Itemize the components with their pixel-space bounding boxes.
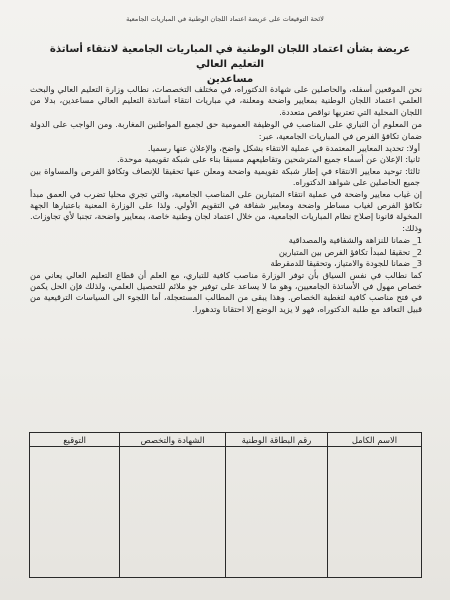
demand-second: ثانيا: الإعلان عن أسماء جميع المترشحين وتقاطيعهم مسبقا بناء على شبكة تقويمية موحدة. <box>117 154 420 165</box>
petition-body <box>30 84 422 316</box>
signature-row <box>30 447 422 578</box>
demand-first: أولا: تحديد المعايير المعتمدة في عملية الانتقاء بشكل واضح، والإعلان عنها رسميا. <box>147 143 420 154</box>
cell-signature[interactable] <box>30 447 120 578</box>
goal-item-3: 3_ ضمانا للجودة والامتياز، وتحقيقا للدمقرطة <box>270 258 422 269</box>
cell-full-name[interactable] <box>327 447 421 578</box>
header-note: لائحة التوقيعات على عريضة اعتماد اللجان الوطنية في المباريات الجامعية <box>126 15 324 23</box>
cell-national-id[interactable] <box>226 447 328 578</box>
goal-item-2: 2_ تحقيقا لمبدأ تكافؤ الفرص بين المتبارين <box>278 246 422 257</box>
col-header-national-id: رقم البطاقة الوطنية <box>226 433 328 447</box>
goal-item-1: 1_ ضمانا للنزاهة والشفافية والمصداقية <box>288 235 422 246</box>
intro-paragraph: نحن الموقعين أسفله، والحاصلين على شهادة الدكتوراه، في مختلف التخصصات، نطالب وزارة التعليم العالي والبحث العلمي اعتماد اللجان الوطنية بمعايير واضحة ومعلنة، في مباريات انتقاء أساتذة التعليم العالي مساعدين، بدلا من اللجان المحلية التي تعتريها نواقص متعددة. <box>30 84 422 117</box>
col-header-full-name: الاسم الكامل <box>327 433 421 447</box>
title-line-1: عريضة بشأن اعتماد اللجان الوطنية في المباريات الجامعية لانتقاء أساتذة التعليم العالي <box>49 44 411 70</box>
cell-degree-specialty[interactable] <box>120 447 226 578</box>
signature-table-header <box>30 433 422 447</box>
principle-paragraph: من المعلوم أن التباري على المناصب في الوظيفة العمومية حق لجميع المواطنين المغاربة. ومن الواجب على الدولة ضمان تكافؤ الفرص في المباريات الجامعية، عبر: <box>30 119 422 141</box>
closing-paragraph: كما نطالب في نفس السياق بأن توفر الوزارة مناصب كافية للتباري، مع العلم أن قطاع التعليم العالي يعاني من خصاص مهول في الأساتذة الجامعيين، وهو ما لا يساعد على توفير جو ملائم للتحصيل العلمي، ولذلك فإن الحل يكمن في فتح مناصب كافية لتغطية الخصاص. وهذا يبقى من المطالب المستعجلة، أما اللجوء الى السياسات الترقيعية من قبيل التعاقد مع طلبة الدكتوراه، فهو لا يزيد الوضع إلا احتقانا وتدهورا. <box>30 269 422 314</box>
col-header-signature: التوقيع <box>30 433 120 447</box>
demand-third: ثالثا: توحيد معايير الانتقاء في إطار شبكة تقويمية واضحة ومعلن عنها تحقيقا للإنصاف وتكافؤ الفرص والمساواة بين جميع الحاصلين على شواهد الدكتوراه. <box>30 165 420 188</box>
title-line-2: مساعدين <box>206 74 254 85</box>
signature-table <box>29 432 422 578</box>
observation-paragraph: إن غياب معايير واضحة في عملية انتقاء المتبارين على المناصب الجامعية، والتي تجري محليا تضرب في العمق مبدأ تكافؤ الفرص لغياب مساطر واضحة ومعايير شفافة في التقويم الأولي. ولذا على الوزارة المعنية باعتبارها الجهة المخولة قانونا إصلاح نظام المباريات الجامعية، من خلال اعتماد لجان وطنية خاصة، بمعايير واضحة، تجنبا لأي تجاوزات. وذلك: <box>30 188 422 233</box>
col-header-degree-specialty: الشهادة والتخصص <box>120 433 226 447</box>
document-title <box>35 42 425 87</box>
